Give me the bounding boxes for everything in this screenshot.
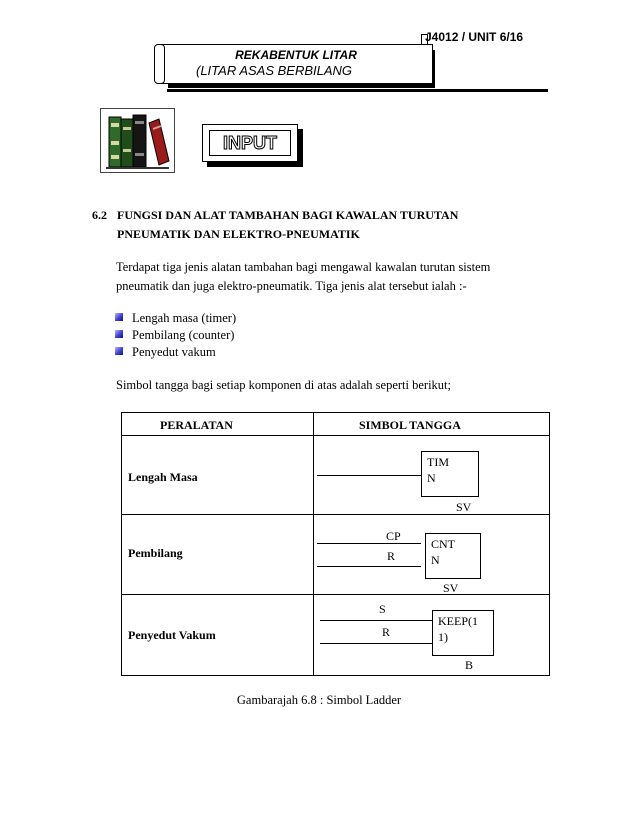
- intro-line-1: Terdapat tiga jenis alatan tambahan bagi mengawal kawalan turutan sistem: [116, 260, 491, 274]
- square-bullet-icon: [115, 313, 123, 321]
- figure-caption: Gambarajah 6.8 : Simbol Ladder: [236, 693, 402, 707]
- section-title: FUNGSI DAN ALAT TAMBAHAN BAGI KAWALAN TURUTAN PNEUMATIK DAN ELEKTRO-PNEUMATIK: [117, 208, 459, 241]
- ladder-wire: [320, 620, 432, 621]
- timer-symbol-box: [421, 451, 479, 497]
- books-icon: [100, 108, 175, 173]
- banner-title: REKABENTUK LITAR: [235, 48, 357, 62]
- symbol-bottom-label: B: [465, 658, 474, 672]
- ladder-wire: [317, 475, 421, 476]
- list-item-text: Penyedut vakum: [132, 345, 216, 359]
- header-rule: [167, 89, 548, 92]
- list-item-text: Pembilang (counter): [132, 328, 235, 342]
- square-bullet-icon: [115, 347, 123, 355]
- symbol-input-label: R: [387, 549, 396, 563]
- box-line-2: N: [431, 553, 440, 567]
- row-name: Penyedut Vakum: [128, 628, 216, 642]
- square-bullet-icon: [115, 330, 123, 338]
- symbol-bottom-label: SV: [443, 581, 459, 595]
- ladder-wire: [317, 566, 421, 567]
- box-line-1: CNT: [431, 537, 455, 551]
- section-number: 6.2: [92, 208, 107, 222]
- row-name: Lengah Masa: [128, 470, 198, 484]
- intro-line-2: pneumatik dan juga elektro-pneumatik. Tiga jenis alat tersebut ialah :-: [116, 279, 467, 293]
- box-line-1: TIM: [427, 455, 449, 469]
- unit-code: J4012 / UNIT 6/16: [425, 30, 524, 44]
- ladder-wire: [317, 543, 421, 544]
- ladder-symbol-table: [121, 412, 550, 676]
- symbol-input-label: S: [379, 602, 386, 616]
- header-peralatan: PERALATAN: [160, 418, 233, 432]
- scroll-curl-icon: [154, 44, 165, 84]
- banner-subtitle: (LITAR ASAS BERBILANG: [196, 63, 353, 78]
- header-simbol-tangga: SIMBOL TANGGA: [359, 418, 461, 432]
- input-button-label: INPUT: [209, 130, 291, 156]
- box-line-2: 1): [438, 630, 448, 644]
- row-divider: [122, 594, 549, 595]
- symbol-intro: Simbol tangga bagi setiap komponen di atas adalah seperti berikut;: [116, 378, 451, 392]
- title-banner: [159, 44, 433, 84]
- box-line-2: N: [427, 471, 436, 485]
- row-divider: [122, 435, 549, 436]
- row-name: Pembilang: [128, 546, 183, 560]
- keep-symbol-box: [432, 610, 494, 656]
- row-divider: [122, 514, 549, 515]
- symbol-input-label: R: [382, 625, 391, 639]
- ladder-wire: [320, 643, 432, 644]
- list-item-text: Lengah masa (timer): [132, 311, 237, 325]
- column-divider: [313, 413, 314, 675]
- intro-paragraph: [116, 258, 506, 296]
- box-line-1: KEEP(1: [438, 614, 478, 628]
- counter-symbol-box: [425, 533, 481, 579]
- input-button: [202, 124, 298, 162]
- symbol-input-label: CP: [386, 529, 401, 543]
- symbol-bottom-label: SV: [456, 500, 472, 514]
